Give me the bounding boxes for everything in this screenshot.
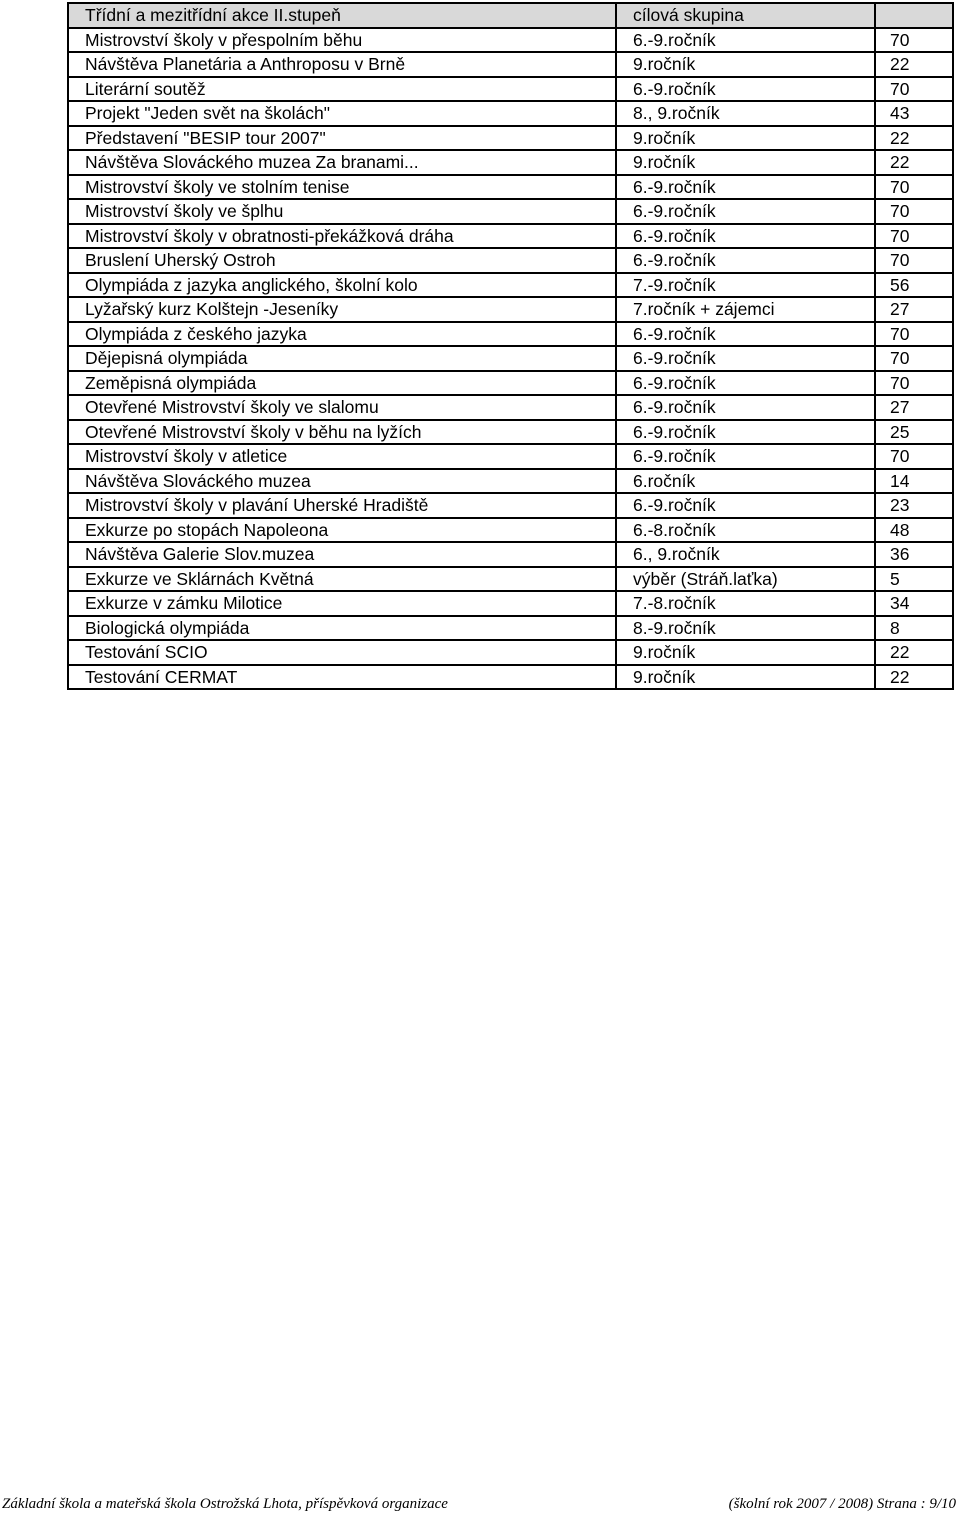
cell-event: Testování SCIO (68, 640, 616, 665)
cell-count: 22 (875, 640, 953, 665)
cell-event: Literární soutěž (68, 77, 616, 102)
table-row (68, 371, 953, 396)
table-row (68, 126, 953, 151)
table-row (68, 101, 953, 126)
cell-count: 23 (875, 493, 953, 518)
cell-target-group: 9.ročník (616, 126, 875, 151)
table-row (68, 224, 953, 249)
cell-count: 34 (875, 591, 953, 616)
cell-target-group: 6.-9.ročník (616, 224, 875, 249)
cell-target-group: výběr (Stráň.laťka) (616, 567, 875, 592)
table-row (68, 28, 953, 53)
events-table (67, 2, 954, 690)
cell-event: Otevřené Mistrovství školy ve slalomu (68, 395, 616, 420)
cell-event: Bruslení Uherský Ostroh (68, 248, 616, 273)
table-row (68, 542, 953, 567)
cell-event: Návštěva Planetária a Anthroposu v Brně (68, 52, 616, 77)
cell-event: Návštěva Galerie Slov.muzea (68, 542, 616, 567)
cell-count: 70 (875, 77, 953, 102)
cell-count: 22 (875, 126, 953, 151)
table-row (68, 395, 953, 420)
cell-target-group: 6.-9.ročník (616, 346, 875, 371)
cell-count: 70 (875, 444, 953, 469)
table-row (68, 322, 953, 347)
cell-event: Exkurze po stopách Napoleona (68, 518, 616, 543)
cell-target-group: 9.ročník (616, 52, 875, 77)
cell-event: Otevřené Mistrovství školy v běhu na lyžích (68, 420, 616, 445)
cell-target-group: 9.ročník (616, 640, 875, 665)
cell-event: Mistrovství školy v přespolním běhu (68, 28, 616, 53)
cell-target-group: 6.-9.ročník (616, 371, 875, 396)
table-row (68, 150, 953, 175)
cell-event: Mistrovství školy ve stolním tenise (68, 175, 616, 200)
table-row (68, 444, 953, 469)
cell-event: Olympiáda z českého jazyka (68, 322, 616, 347)
cell-event: Mistrovství školy v plavání Uherské Hradiště (68, 493, 616, 518)
cell-target-group: 6.-9.ročník (616, 175, 875, 200)
cell-count: 14 (875, 469, 953, 494)
cell-event: Biologická olympiáda (68, 616, 616, 641)
cell-event: Mistrovství školy ve šplhu (68, 199, 616, 224)
cell-event: Exkurze ve Sklárnách Květná (68, 567, 616, 592)
cell-event: Návštěva Slováckého muzea (68, 469, 616, 494)
table-row (68, 469, 953, 494)
cell-target-group: 6.ročník (616, 469, 875, 494)
cell-count: 70 (875, 346, 953, 371)
cell-event: Mistrovství školy v atletice (68, 444, 616, 469)
cell-target-group: 6.-9.ročník (616, 420, 875, 445)
header-count (875, 3, 953, 28)
cell-target-group: 7.ročník + zájemci (616, 297, 875, 322)
cell-count: 22 (875, 665, 953, 690)
header-event: Třídní a mezitřídní akce II.stupeň (68, 3, 616, 28)
cell-target-group: 6.-9.ročník (616, 199, 875, 224)
cell-target-group: 8.-9.ročník (616, 616, 875, 641)
table-row (68, 567, 953, 592)
events-table-body (68, 3, 953, 689)
cell-count: 22 (875, 150, 953, 175)
cell-event: Olympiáda z jazyka anglického, školní kolo (68, 273, 616, 298)
table-row (68, 518, 953, 543)
cell-count: 70 (875, 175, 953, 200)
table-row (68, 640, 953, 665)
cell-count: 70 (875, 224, 953, 249)
table-row (68, 77, 953, 102)
table-row (68, 52, 953, 77)
cell-event: Testování CERMAT (68, 665, 616, 690)
footer-page-info: (školní rok 2007 / 2008) Strana : 9/10 (728, 1496, 956, 1512)
cell-event: Představení "BESIP tour 2007" (68, 126, 616, 151)
cell-target-group: 6.-9.ročník (616, 444, 875, 469)
cell-event: Zeměpisná olympiáda (68, 371, 616, 396)
cell-count: 8 (875, 616, 953, 641)
header-target-group: cílová skupina (616, 3, 875, 28)
cell-target-group: 6.-9.ročník (616, 493, 875, 518)
table-row (68, 420, 953, 445)
cell-event: Dějepisná olympiáda (68, 346, 616, 371)
cell-event: Návštěva Slováckého muzea Za branami... (68, 150, 616, 175)
cell-count: 70 (875, 322, 953, 347)
table-header-row (68, 3, 953, 28)
cell-event: Mistrovství školy v obratnosti-překážková dráha (68, 224, 616, 249)
cell-count: 27 (875, 395, 953, 420)
table-row (68, 248, 953, 273)
cell-target-group: 6.-9.ročník (616, 322, 875, 347)
cell-event: Projekt "Jeden svět na školách" (68, 101, 616, 126)
cell-target-group: 6.-8.ročník (616, 518, 875, 543)
cell-target-group: 8., 9.ročník (616, 101, 875, 126)
cell-count: 56 (875, 273, 953, 298)
table-row (68, 665, 953, 690)
cell-target-group: 6.-9.ročník (616, 248, 875, 273)
footer-school-name: Základní škola a mateřská škola Ostrožská Lhota, příspěvková organizace (2, 1496, 448, 1512)
cell-target-group: 6., 9.ročník (616, 542, 875, 567)
cell-count: 36 (875, 542, 953, 567)
table-row (68, 591, 953, 616)
cell-target-group: 6.-9.ročník (616, 395, 875, 420)
cell-event: Lyžařský kurz Kolštejn -Jeseníky (68, 297, 616, 322)
cell-count: 27 (875, 297, 953, 322)
table-row (68, 346, 953, 371)
cell-event: Exkurze v zámku Milotice (68, 591, 616, 616)
cell-count: 22 (875, 52, 953, 77)
cell-count: 70 (875, 28, 953, 53)
cell-target-group: 6.-9.ročník (616, 77, 875, 102)
cell-count: 43 (875, 101, 953, 126)
cell-count: 70 (875, 199, 953, 224)
cell-target-group: 7.-8.ročník (616, 591, 875, 616)
cell-target-group: 9.ročník (616, 150, 875, 175)
cell-count: 25 (875, 420, 953, 445)
cell-count: 70 (875, 248, 953, 273)
table-row (68, 297, 953, 322)
cell-target-group: 7.-9.ročník (616, 273, 875, 298)
table-row (68, 199, 953, 224)
cell-target-group: 9.ročník (616, 665, 875, 690)
table-row (68, 175, 953, 200)
cell-count: 70 (875, 371, 953, 396)
cell-count: 48 (875, 518, 953, 543)
cell-count: 5 (875, 567, 953, 592)
table-row (68, 493, 953, 518)
cell-target-group: 6.-9.ročník (616, 28, 875, 53)
table-row (68, 616, 953, 641)
table-row (68, 273, 953, 298)
